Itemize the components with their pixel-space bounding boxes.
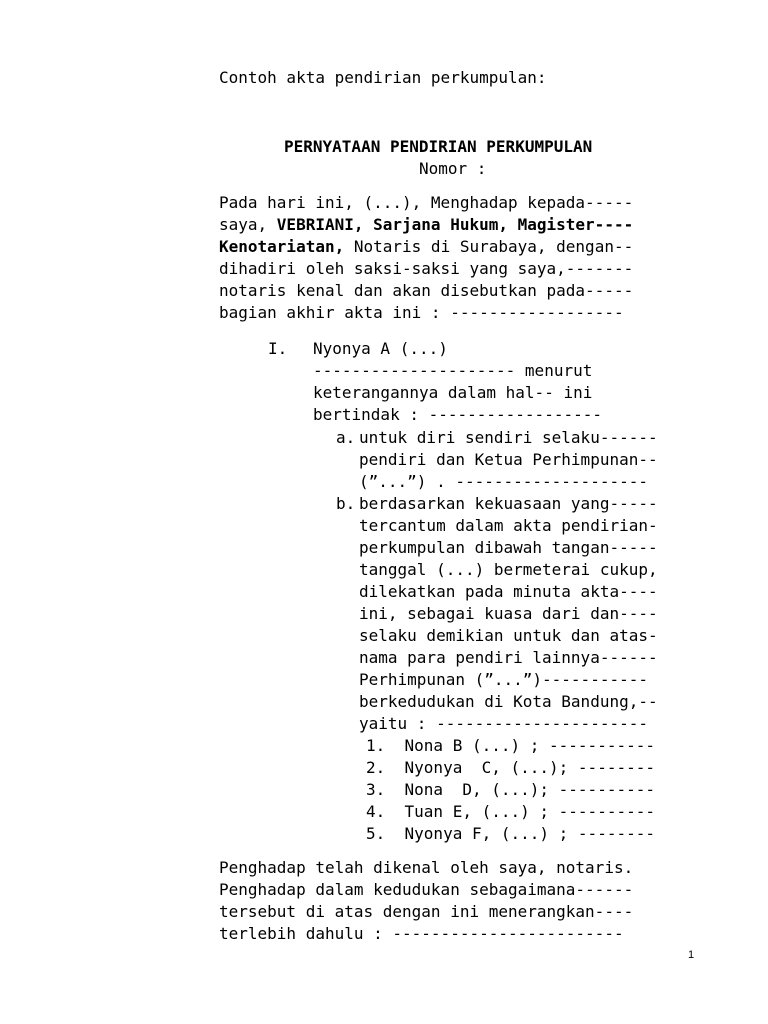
item-line: berkedudukan di Kota Bandung,-- — [359, 692, 658, 711]
opening-line — [219, 236, 633, 258]
item-line: untuk diri sendiri selaku------ — [359, 428, 658, 447]
page-number: 1 — [688, 949, 695, 961]
notary-title: Kenotariatan, — [219, 237, 345, 256]
item-line: tanggal (...) bermeterai cukup, — [359, 560, 658, 579]
item-line: yaitu : ---------------------- — [359, 714, 648, 733]
opening-text: Notaris di Surabaya, dengan-- — [344, 237, 634, 256]
notary-name: VEBRIANI, Sarjana Hukum, Magister---- — [276, 215, 634, 234]
closing-line: Penghadap dalam kedudukan sebagaimana------ — [219, 880, 634, 899]
opening-text: saya, — [219, 215, 277, 234]
member-item: 5. Nyonya F, (...) ; -------- — [366, 824, 655, 843]
item-marker: a. — [336, 428, 356, 447]
section-line: keterangannya dalam hal-- ini — [313, 383, 593, 402]
number-label: Nomor : — [419, 159, 487, 178]
opening-line — [219, 214, 633, 236]
item-line: Perhimpunan (”...”)----------- — [359, 670, 648, 689]
closing-line: Penghadap telah dikenal oleh saya, notaris. — [219, 858, 634, 877]
member-item: 2. Nyonya C, (...); -------- — [366, 758, 655, 777]
opening-line: bagian akhir akta ini : ------------------ — [219, 303, 624, 322]
member-item: 4. Tuan E, (...) ; ---------- — [366, 802, 655, 821]
section-line: bertindak : ------------------ — [313, 405, 602, 424]
item-line: berdasarkan kekuasaan yang----- — [359, 494, 658, 513]
opening-line: Pada hari ini, (...), Menghadap kepada----- — [219, 193, 634, 212]
section-line: Nyonya A (...) — [313, 339, 448, 358]
item-line: tercantum dalam akta pendirian- — [359, 516, 658, 535]
intro-text: Contoh akta pendirian perkumpulan: — [219, 68, 547, 87]
item-line: selaku demikian untuk dan atas- — [359, 626, 658, 645]
closing-line: tersebut di atas dengan ini menerangkan---- — [219, 902, 634, 921]
closing-line: terlebih dahulu : ------------------------ — [219, 924, 624, 943]
section-marker: I. — [268, 339, 288, 358]
item-line: (”...”) . -------------------- — [359, 472, 648, 491]
opening-line: notaris kenal dan akan disebutkan pada----- — [219, 281, 634, 300]
document-title: PERNYATAAN PENDIRIAN PERKUMPULAN — [284, 137, 593, 156]
item-line: dilekatkan pada minuta akta---- — [359, 582, 658, 601]
member-item: 1. Nona B (...) ; ----------- — [366, 736, 655, 755]
item-marker: b. — [336, 494, 356, 513]
opening-line: dihadiri oleh saksi-saksi yang saya,------- — [219, 259, 634, 278]
item-line: perkumpulan dibawah tangan----- — [359, 538, 658, 557]
member-item: 3. Nona D, (...); ---------- — [366, 780, 655, 799]
section-line: --------------------- menurut — [313, 361, 593, 380]
item-line: pendiri dan Ketua Perhimpunan-- — [359, 450, 658, 469]
item-line: nama para pendiri lainnya------ — [359, 648, 658, 667]
item-line: ini, sebagai kuasa dari dan---- — [359, 604, 658, 623]
